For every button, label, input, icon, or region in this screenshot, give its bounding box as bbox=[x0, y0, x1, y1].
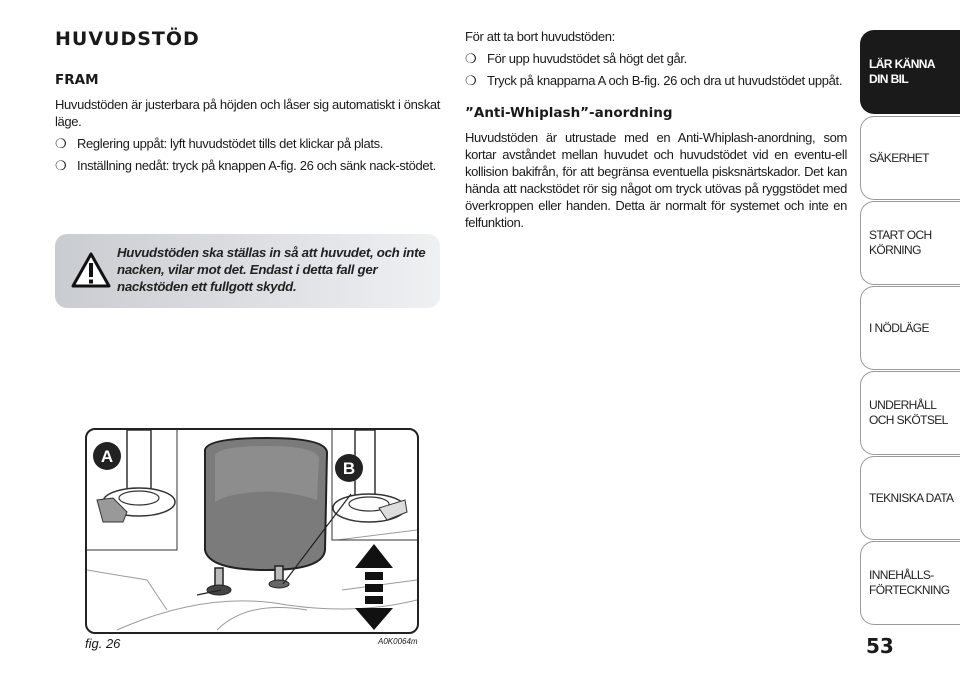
list-item bbox=[55, 135, 440, 152]
tab-label: TEKNISKA DATA bbox=[869, 490, 954, 505]
bullet-circle-icon: ❍ bbox=[465, 73, 477, 88]
label-b: B bbox=[342, 459, 356, 478]
tab-i-nodlage[interactable] bbox=[860, 286, 960, 370]
list-item-text: Tryck på knapparna A och B-fig. 26 och dra ut huvudstödet uppåt. bbox=[487, 73, 843, 88]
tab-label: START OCH KÖRNING bbox=[869, 228, 932, 257]
right-column bbox=[465, 28, 847, 231]
tab-sakerhet[interactable] bbox=[860, 116, 960, 200]
tab-underhall-och-skotsel[interactable] bbox=[860, 371, 960, 455]
list-item bbox=[55, 157, 440, 174]
bullet-circle-icon: ❍ bbox=[55, 158, 67, 173]
headrest-illustration bbox=[85, 428, 419, 634]
bullet-circle-icon: ❍ bbox=[55, 136, 67, 151]
button-b-detail bbox=[332, 430, 417, 540]
tab-label: INNEHÅLLS- FÖRTECKNING bbox=[869, 568, 950, 597]
subsection-heading: FRAM bbox=[55, 72, 99, 88]
list-item-text: För upp huvudstödet så högt det går. bbox=[487, 51, 687, 66]
tab-label: LÄR KÄNNA DIN BIL bbox=[869, 57, 935, 86]
warning-triangle-icon bbox=[71, 252, 111, 288]
warning-box bbox=[55, 234, 440, 308]
label-a: A bbox=[100, 447, 114, 466]
list-item bbox=[465, 72, 847, 89]
tab-lar-kanna-din-bil[interactable] bbox=[860, 30, 960, 114]
page-number: 53 bbox=[866, 634, 894, 658]
figure-code: A0K0064m bbox=[378, 637, 418, 646]
figure-caption: fig. 26 bbox=[85, 636, 121, 651]
headrest bbox=[197, 438, 351, 595]
tab-label: UNDERHÅLL OCH SKÖTSEL bbox=[869, 398, 948, 427]
warning-text: Huvudstöden ska ställas in så att huvudet, och inte nacken, vilar mot det. Endast i detta fall ger nackstöden ett fullgott skydd. bbox=[117, 245, 426, 294]
tab-tekniska-data[interactable] bbox=[860, 456, 960, 540]
tab-start-och-korning[interactable] bbox=[860, 201, 960, 285]
anti-whiplash-heading: ”Anti-Whiplash”-anordning bbox=[465, 105, 673, 121]
tab-label: I NÖDLÄGE bbox=[869, 320, 929, 335]
left-column bbox=[55, 28, 440, 174]
section-heading: HUVUDSTÖD bbox=[55, 28, 200, 50]
list-item-text: Inställning nedåt: tryck på knappen A-fig. 26 och sänk nack-stödet. bbox=[77, 158, 436, 173]
tab-innehallsforteckning[interactable] bbox=[860, 541, 960, 625]
list-item-text: Reglering uppåt: lyft huvudstödet tills det klickar på plats. bbox=[77, 136, 383, 151]
bullet-circle-icon: ❍ bbox=[465, 51, 477, 66]
tab-label: SÄKERHET bbox=[869, 150, 929, 165]
up-down-arrow-icon bbox=[355, 544, 393, 630]
list-item bbox=[465, 50, 847, 67]
intro-paragraph: Huvudstöden är justerbara på höjden och låser sig automatiskt i önskat läge. bbox=[55, 97, 440, 129]
anti-whiplash-paragraph: Huvudstöden är utrustade med en Anti-Whiplash-anordning, som kortar avståndet mellan huvudet och huvudstödet vid en eventu-ell kollision bakifrån, för att begränsa eventuella pisksnärtskador. Det kan hända att nackstödet rör sig något om tryck utövas på ryggstödet med överkroppen eller handen. Detta är normalt för systemet och inte en felfunktion. bbox=[465, 130, 847, 230]
headrest-drawing bbox=[87, 430, 417, 632]
removal-intro: För att ta bort huvudstöden: bbox=[465, 29, 615, 44]
